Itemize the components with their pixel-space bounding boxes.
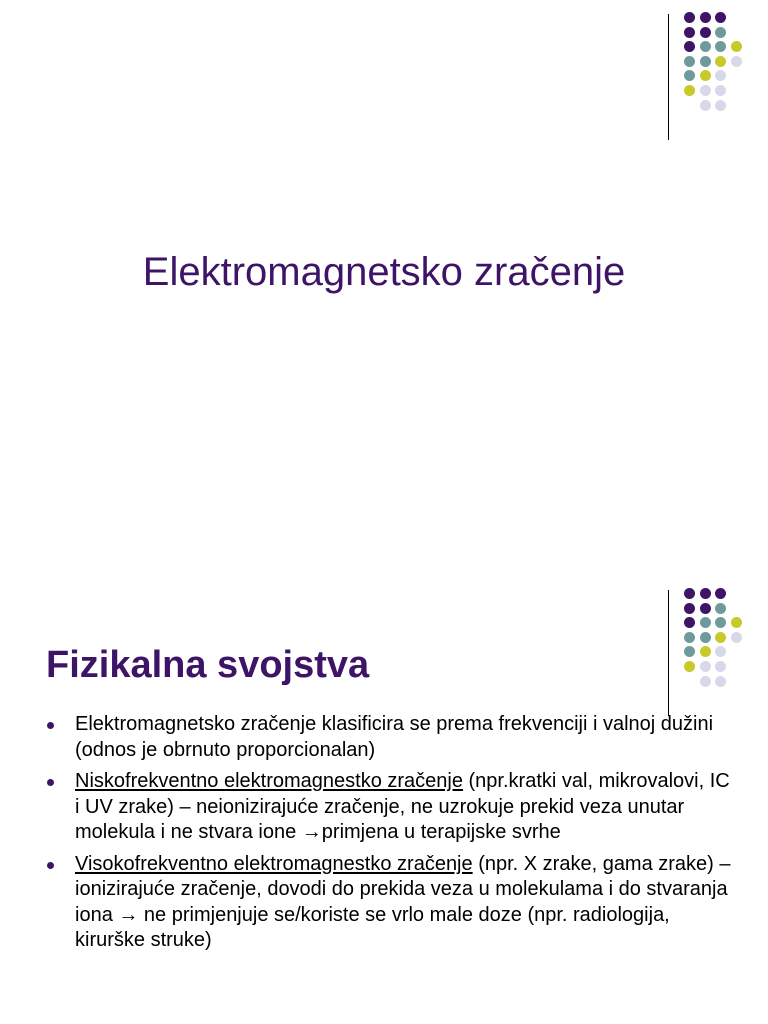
decoration-dot — [700, 27, 711, 38]
decoration-dot — [684, 27, 695, 38]
bullet-icon — [47, 722, 54, 729]
decoration-dot — [731, 632, 742, 643]
decoration-dot — [684, 41, 695, 52]
decoration-dot — [715, 27, 726, 38]
decoration-dot — [715, 661, 726, 672]
decoration-dot — [700, 632, 711, 643]
decoration-dot — [684, 70, 695, 81]
bullet-item — [46, 769, 736, 846]
dot-grid-decoration-icon — [0, 0, 768, 150]
bullet-text: (npr. X zrake, gama zrake) – ionizirajuće zračenje, dovodi do prekida veza u molekulama i do stvaranja iona — [75, 852, 731, 926]
bullet-text-after: primjena u terapijske svrhe — [321, 821, 561, 843]
decoration-dot — [700, 646, 711, 657]
decoration-dot — [700, 676, 711, 687]
decoration-dot — [715, 603, 726, 614]
decoration-dot — [700, 588, 711, 599]
decoration-dot — [700, 70, 711, 81]
decoration-dot — [700, 56, 711, 67]
decoration-dot — [684, 56, 695, 67]
bullet-icon — [47, 862, 54, 869]
decoration-dot — [684, 588, 695, 599]
decoration-dot — [715, 676, 726, 687]
bullet-text-after: ne primjenjuje se/koriste se vrlo male doze (npr. radiologija, kirurške struke) — [75, 903, 670, 951]
decoration-dot — [684, 617, 695, 628]
decoration-dot — [731, 41, 742, 52]
decoration-dot — [715, 100, 726, 111]
bullet-list — [46, 712, 736, 960]
decoration-dot — [715, 12, 726, 23]
decoration-dot — [700, 617, 711, 628]
decoration-dot — [700, 661, 711, 672]
decoration-dot — [684, 12, 695, 23]
decoration-dot — [731, 56, 742, 67]
decoration-dot — [715, 70, 726, 81]
content-slide — [0, 576, 768, 1024]
decoration-dot — [700, 100, 711, 111]
decoration-dot — [715, 85, 726, 96]
arrow-right-icon: → — [301, 821, 322, 843]
decoration-dot — [700, 12, 711, 23]
decoration-dot — [715, 56, 726, 67]
decoration-dot — [700, 85, 711, 96]
decoration-dot — [684, 85, 695, 96]
bullet-item — [46, 712, 736, 763]
slide-title: Fizikalna svojstva — [46, 644, 370, 686]
bullet-term: Visokofrekventno elektromagnestko zračenje — [75, 852, 473, 875]
decoration-dot — [715, 617, 726, 628]
decoration-dot — [715, 632, 726, 643]
divider-line — [668, 14, 669, 140]
decoration-dot — [684, 646, 695, 657]
decoration-dot — [684, 603, 695, 614]
arrow-right-icon: → — [118, 903, 139, 926]
decoration-dot — [715, 588, 726, 599]
decoration-dot — [715, 41, 726, 52]
decoration-dot — [700, 41, 711, 52]
decoration-dot — [715, 646, 726, 657]
decoration-dot — [731, 617, 742, 628]
bullet-text: (npr.kratki val, mikrovalovi, IC i UV zrake) – neionizirajuće zračenje, ne uzrokuje prekid veza unutar molekula i ne stvara ione — [75, 770, 730, 843]
bullet-item — [46, 852, 736, 954]
divider-line — [668, 590, 669, 716]
bullet-text: Elektromagnetsko zračenje klasificira se prema frekvenciji i valnoj dužini (odnos je obrnuto proporcionalan) — [75, 713, 714, 761]
slide-title: Elektromagnetsko zračenje — [142, 250, 626, 294]
bullet-term: Niskofrekventno elektromagnestko zračenje — [75, 770, 463, 792]
decoration-dot — [684, 661, 695, 672]
decoration-dot — [684, 632, 695, 643]
decoration-dot — [700, 603, 711, 614]
bullet-icon — [47, 779, 54, 786]
